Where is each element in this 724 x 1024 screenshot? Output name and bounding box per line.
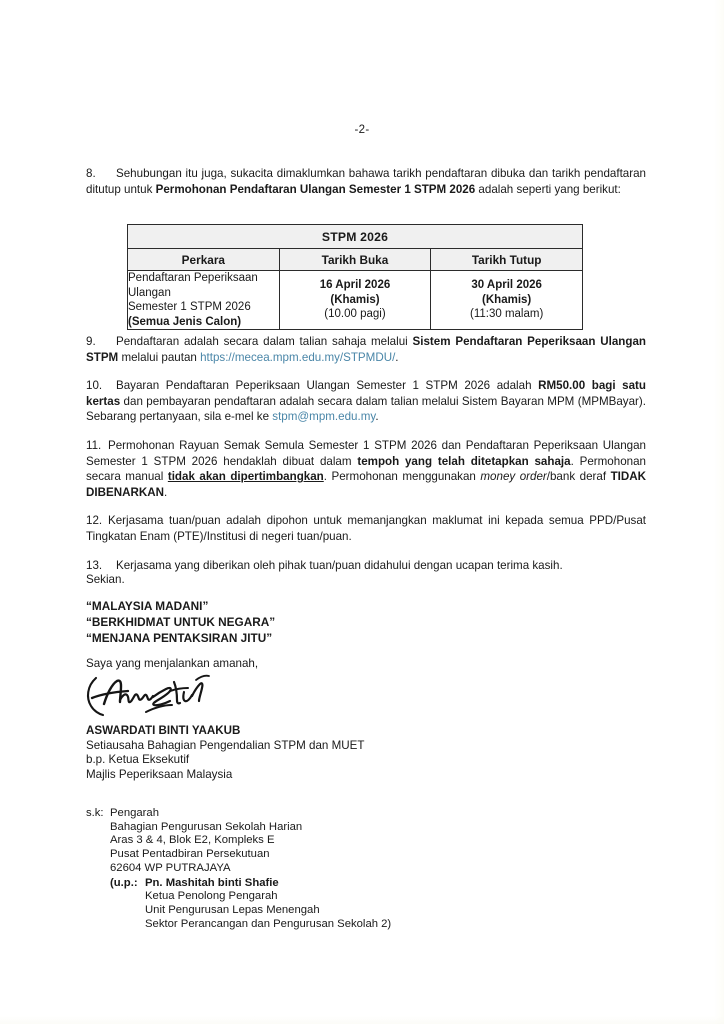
- table-cell-tarikh-buka: [279, 271, 431, 330]
- attention-label: (u.p.:: [110, 876, 138, 889]
- table-header-tarikh-buka: Tarikh Buka: [279, 249, 431, 271]
- paragraph-12-number: 12.: [86, 514, 103, 528]
- paragraph-9-number: 9.: [86, 335, 96, 348]
- table-row: [128, 271, 583, 330]
- paragraph-10-bold-1: RM50.00 bagi satu kertas: [86, 379, 646, 408]
- paragraph-9-text-1: Pendaftaran adalah secara dalam talian sahaja melalui: [116, 335, 413, 348]
- paragraph-10-text-2: dan pembayaran pendaftaran adalah secara dalam talian melalui Sistem Bayaran MPM (MPMBayar). Sebarang pertanyaan, sila e-mel ke: [86, 394, 646, 424]
- paragraph-10-number: 10.: [86, 379, 103, 393]
- tutup-date: 30 April 2026: [471, 279, 542, 292]
- perkara-line-2: Semester 1 STPM 2026: [128, 301, 251, 313]
- paragraph-11-number: 11.: [86, 438, 102, 452]
- attention-lines: [145, 877, 546, 932]
- registration-system-link[interactable]: https://mecea.mpm.edu.my/STPMDU/: [200, 350, 396, 364]
- table-header-tarikh-tutup: Tarikh Tutup: [431, 249, 583, 271]
- paragraph-12: [86, 513, 646, 544]
- paragraph-9-text-3: .: [395, 350, 399, 364]
- page-number: -2-: [354, 124, 370, 136]
- table-header-row: [128, 249, 583, 271]
- distribution-lines: [110, 807, 546, 932]
- paragraph-10-text-3: .: [375, 410, 379, 424]
- paragraph-12-text-1: Kerjasama tuan/puan adalah dipohon untuk memanjangkan maklumat ini kepada semua PPD/Pusat Tingkatan Enam (PTE)/Institusi di negeri tuan/puan.: [86, 514, 646, 543]
- table-title-row: [128, 225, 583, 249]
- paragraphs-9-13-block: [86, 334, 646, 573]
- attention-row: [110, 877, 546, 932]
- distribution-list: [86, 807, 546, 932]
- table-header-perkara: Perkara: [128, 249, 280, 271]
- signee-title-2: b.p. Ketua Eksekutif: [86, 753, 190, 767]
- slogan-2: “BERKHIDMAT UNTUK NEGARA”: [86, 615, 276, 629]
- tutup-time: (11:30 malam): [470, 308, 544, 321]
- scan-edge-tint-bottom: [0, 1016, 724, 1024]
- paragraph-11-bold-2: TIDAK DIBENARKAN: [86, 470, 646, 499]
- perkara-line-1: Pendaftaran Peperiksaan Ulangan: [128, 272, 258, 299]
- perkara-line-3: (Semua Jenis Calon): [128, 315, 242, 328]
- paragraph-10-text-1: Bayaran Pendaftaran Peperiksaan Ulangan Semester 1 STPM 2026 adalah: [116, 379, 539, 393]
- tutup-day: (Khamis): [482, 293, 532, 306]
- paragraph-8-text-1: Sehubungan itu juga, sukacita dimaklumkan bahawa tarikh pendaftaran dibuka dan tarikh pendaftaran ditutup untuk: [86, 167, 646, 196]
- distribution-label: s.k:: [86, 807, 104, 819]
- scan-edge-tint-right: [714, 0, 724, 1024]
- paragraph-11-bold-1: tempoh yang telah ditetapkan sahaja: [357, 454, 571, 468]
- signature-image: [84, 672, 264, 720]
- attention-line-2: Unit Pengurusan Lepas Menengah: [145, 903, 320, 916]
- table-cell-tarikh-tutup: [431, 271, 583, 330]
- paragraph-8-bold-1: Permohonan Pendaftaran Ulangan Semester 1 STPM 2026: [155, 182, 476, 196]
- closing-sekian: Sekian.: [86, 573, 125, 586]
- closing-amanah: Saya yang menjalankan amanah,: [86, 657, 259, 670]
- stpm-schedule-table-wrapper: [127, 224, 583, 330]
- buka-date: 16 April 2026: [319, 279, 391, 292]
- signee-title-3: Majlis Peperiksaan Malaysia: [86, 767, 233, 781]
- paragraph-8-block: [86, 166, 646, 210]
- paragraph-13-text-1: Kerjasama yang diberikan oleh pihak tuan/puan didahului dengan ucapan terima kasih.: [116, 558, 563, 572]
- buka-day: (Khamis): [330, 293, 380, 306]
- paragraph-8-number: 8.: [86, 167, 96, 180]
- stpm-schedule-table: [127, 224, 583, 330]
- attention-line-3: Sektor Perancangan dan Pengurusan Sekolah 2): [145, 917, 392, 930]
- paragraph-11-bold-underline-1: tidak akan dipertimbangkan: [167, 470, 324, 484]
- support-email-link[interactable]: stpm@mpm.edu.my: [272, 410, 376, 424]
- attention-name: Pn. Mashitah binti Shafie: [145, 876, 279, 889]
- distribution-line-1: Pengarah: [110, 807, 159, 819]
- paragraph-8-text-2: adalah seperti yang berikut:: [475, 182, 621, 196]
- paragraph-13-number: 13.: [86, 558, 103, 572]
- distribution-line-4: Pusat Pentadbiran Persekutuan: [110, 848, 270, 861]
- paragraph-11-italic-1: money order: [480, 470, 547, 484]
- paragraph-13: [86, 558, 646, 574]
- slogan-1: “MALAYSIA MADANI”: [86, 599, 209, 613]
- signee-block: [86, 724, 486, 782]
- signee-title-1: Setiausaha Bahagian Pengendalian STPM dan MUET: [86, 738, 365, 752]
- paragraph-11-text-5: .: [163, 485, 168, 499]
- distribution-line-5: 62604 WP PUTRAJAYA: [110, 861, 231, 874]
- paragraph-11-text-4: /bank deraf: [546, 470, 611, 484]
- signee-name: ASWARDATI BINTI YAAKUB: [86, 724, 241, 737]
- paragraph-9-bold-1: Sistem Pendaftaran Peperiksaan Ulangan STPM: [86, 335, 646, 364]
- paragraph-11: [86, 438, 646, 500]
- paragraph-11-text-3: . Permohonan menggunakan: [323, 470, 481, 484]
- table-cell-perkara: [128, 271, 280, 330]
- slogan-3: “MENJANA PENTAKSIRAN JITU”: [86, 631, 273, 645]
- distribution-line-2: Bahagian Pengurusan Sekolah Harian: [110, 820, 303, 833]
- paragraph-11-text-1: Permohonan Rayuan Semak Semula Semester 1 STPM 2026 dan Pendaftaran Peperiksaan Ulangan Semester 1 STPM 2026 hendaklah dibuat dalam: [86, 438, 646, 468]
- paragraph-11-text-2: . Permohonan secara manual: [86, 454, 646, 484]
- paragraph-9: [86, 334, 646, 365]
- buka-time: (10.00 pagi): [324, 308, 386, 321]
- paragraph-8: [86, 166, 646, 197]
- paragraph-9-text-2: melalui pautan: [118, 350, 201, 364]
- attention-line-1: Ketua Penolong Pengarah: [145, 890, 278, 903]
- paragraph-10: [86, 378, 646, 425]
- slogans-block: [86, 598, 646, 646]
- table-title-cell: STPM 2026: [128, 225, 583, 249]
- distribution-row: [86, 807, 546, 932]
- distribution-line-3: Aras 3 & 4, Blok E2, Kompleks E: [110, 834, 275, 847]
